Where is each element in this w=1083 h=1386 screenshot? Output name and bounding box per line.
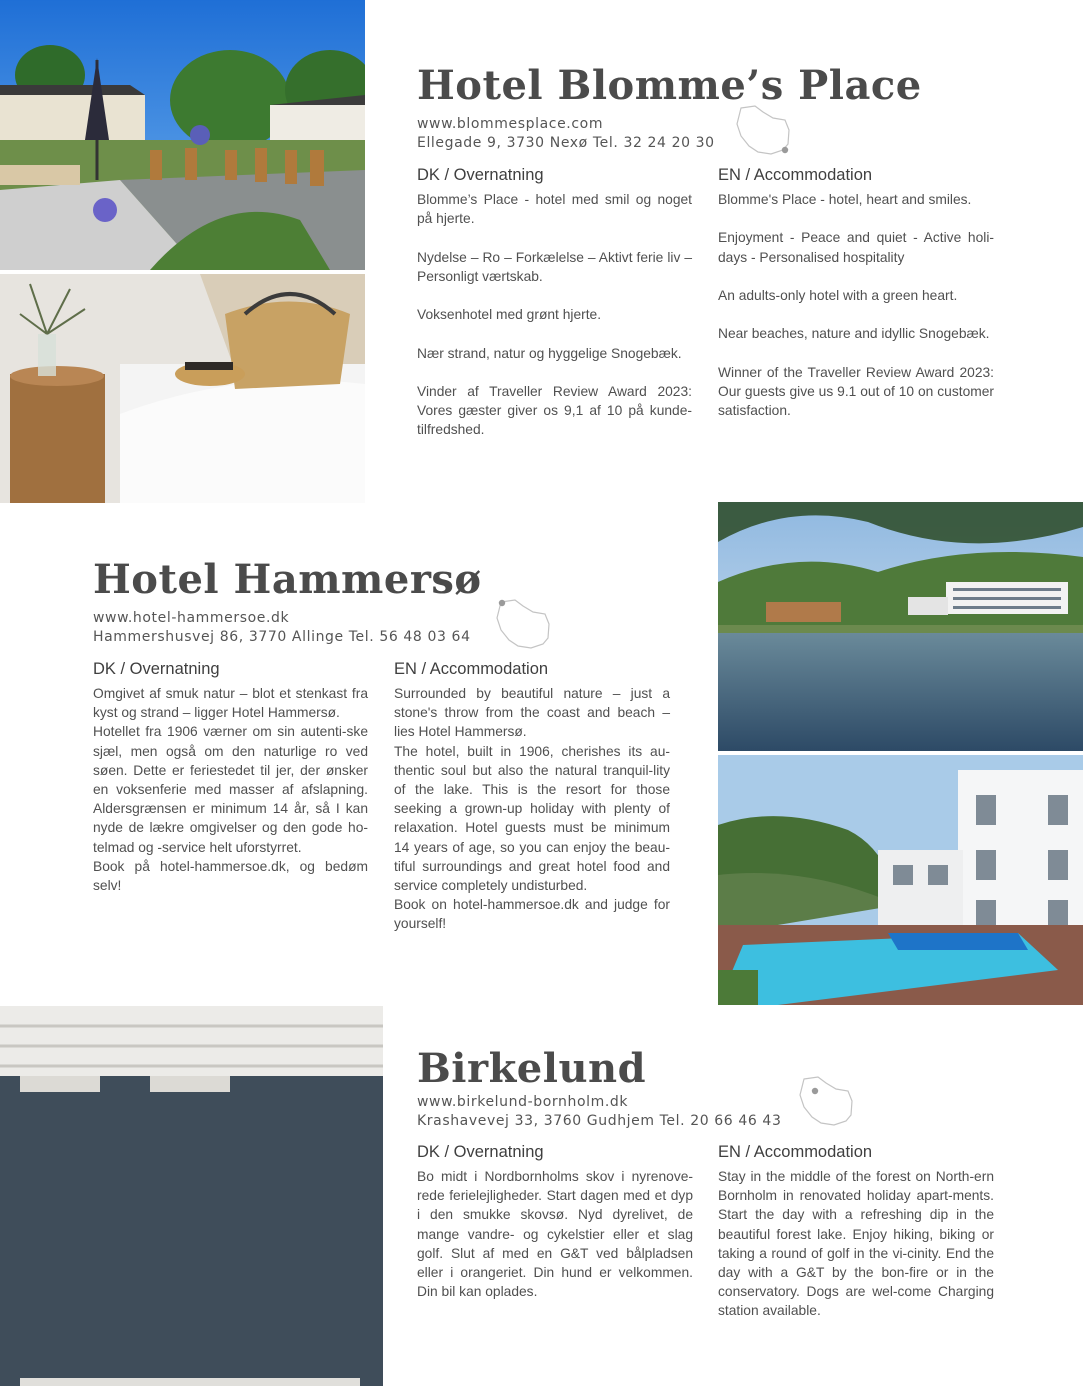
hotel-contact (417, 115, 715, 153)
en-description: Stay in the middle of the forest on North-ern Bornholm in renovated holiday apart-ments. Start the day with a refreshing dip in the beautiful forest lake. Enjoy hiking, biking or taking a round of golf in the vi-cinity. End the day with a G&T by the bon-fire or in the conservatory. Dogs are wel-come Charging station available. (718, 1169, 994, 1319)
bornholm-map-icon (796, 1075, 856, 1127)
en-heading: EN / Accommodation (718, 1143, 873, 1161)
hotel-contact (93, 609, 471, 647)
en-heading: EN / Accommodation (718, 166, 873, 184)
hotel-website-link[interactable]: www.blommesplace.com (417, 116, 604, 132)
photo-hammersoe-lake (718, 502, 1083, 751)
hotel-address: Hammershusvej 86, 3770 Allinge Tel. 56 48 03 64 (93, 629, 471, 645)
photo-birkelund-room (0, 1006, 383, 1386)
photo-blommes-room (0, 274, 365, 503)
hotel-address: Krashavevej 33, 3760 Gudhjem Tel. 20 66 46 43 (417, 1113, 782, 1129)
hotel-contact (417, 1093, 781, 1131)
bornholm-map-icon (733, 104, 793, 156)
bornholm-map-icon (493, 598, 553, 650)
photo-hammersoe-pool (718, 755, 1083, 1005)
hotel-address: Ellegade 9, 3730 Nexø Tel. 32 24 20 30 (417, 135, 715, 151)
hotel-title: Birkelund (417, 1045, 647, 1092)
dk-heading: DK / Overnatning (417, 1143, 544, 1161)
en-heading: EN / Accommodation (394, 660, 549, 678)
en-description: Surrounded by beautiful nature – just a stone's throw from the coast and beach – lies Hotel Hammersø. The hotel, built in 1906, cherishes its au-thentic soul but also the natural tranquil-lity of the lake. This is the resort for those seeking a grown-up holiday with plenty of relaxation. Hotel guests must be minimum 14 years of age, so you can enjoy the beau-tiful surroundings and great hotel food and service completely undisturbed. Book on hotel-hammersoe.dk and judge for yourself! (394, 686, 670, 932)
dk-description: Omgivet af smuk natur – blot et stenkast fra kyst og strand – ligger Hotel Hammersø. Hotellet fra 1906 værner om sin autenti-ske sjæl, men også om den naturlige ro ved søen. Dette er feriestedet til jer, der ønsker en voksenferie med masser af afslapning. Aldersgrænsen er minimum 14 år, så I kan nyde de lækre omgivelser og den gode ho-telmad og -service helt uforstyrret. Book på hotel-hammersoe.dk, og bedøm selv! (93, 686, 368, 894)
dk-description: Bo midt i Nordbornholms skov i nyrenove-rede ferielejligheder. Start dagen med et dyp i den smukke skovsø. Nyd dyrelivet, de mange vandre- og cykelstier eller et slag golf. Slut af med en G&T ved bålpladsen eller i orangeriet. Din hund er velkommen. Din bil kan oplades. (417, 1169, 693, 1300)
hotel-title: Hotel Hammersø (93, 556, 482, 603)
hotel-title: Hotel Blomme’s Place (417, 62, 922, 109)
dk-heading: DK / Overnatning (93, 660, 220, 678)
hotel-website-link[interactable]: www.birkelund-bornholm.dk (417, 1094, 629, 1110)
hotel-website-link[interactable]: www.hotel-hammersoe.dk (93, 610, 290, 626)
dk-description: Blomme’s Place - hotel med smil og noget på hjerte. Nydelse – Ro – Forkælelse – Aktivt ferie liv – Personligt værtskab. Voksenhotel med grønt hjerte. Nær strand, natur og hyggelige Snogebæk. Vinder af Traveller Review Award 2023: Vores gæster giver os 9,1 af 10 på kunde-tilfredshed. (417, 192, 692, 438)
photo-blommes-garden (0, 0, 365, 270)
en-description: Blomme's Place - hotel, heart and smiles. Enjoyment - Peace and quiet - Active holi-days - Personalised hospitality An adults-only hotel with a green heart. Near beaches, nature and idyllic Snogebæk. Winner of the Traveller Review Award 2023: Our guests give us 9.1 out of 10 on customer satisfaction. (718, 192, 994, 419)
dk-heading: DK / Overnatning (417, 166, 544, 184)
